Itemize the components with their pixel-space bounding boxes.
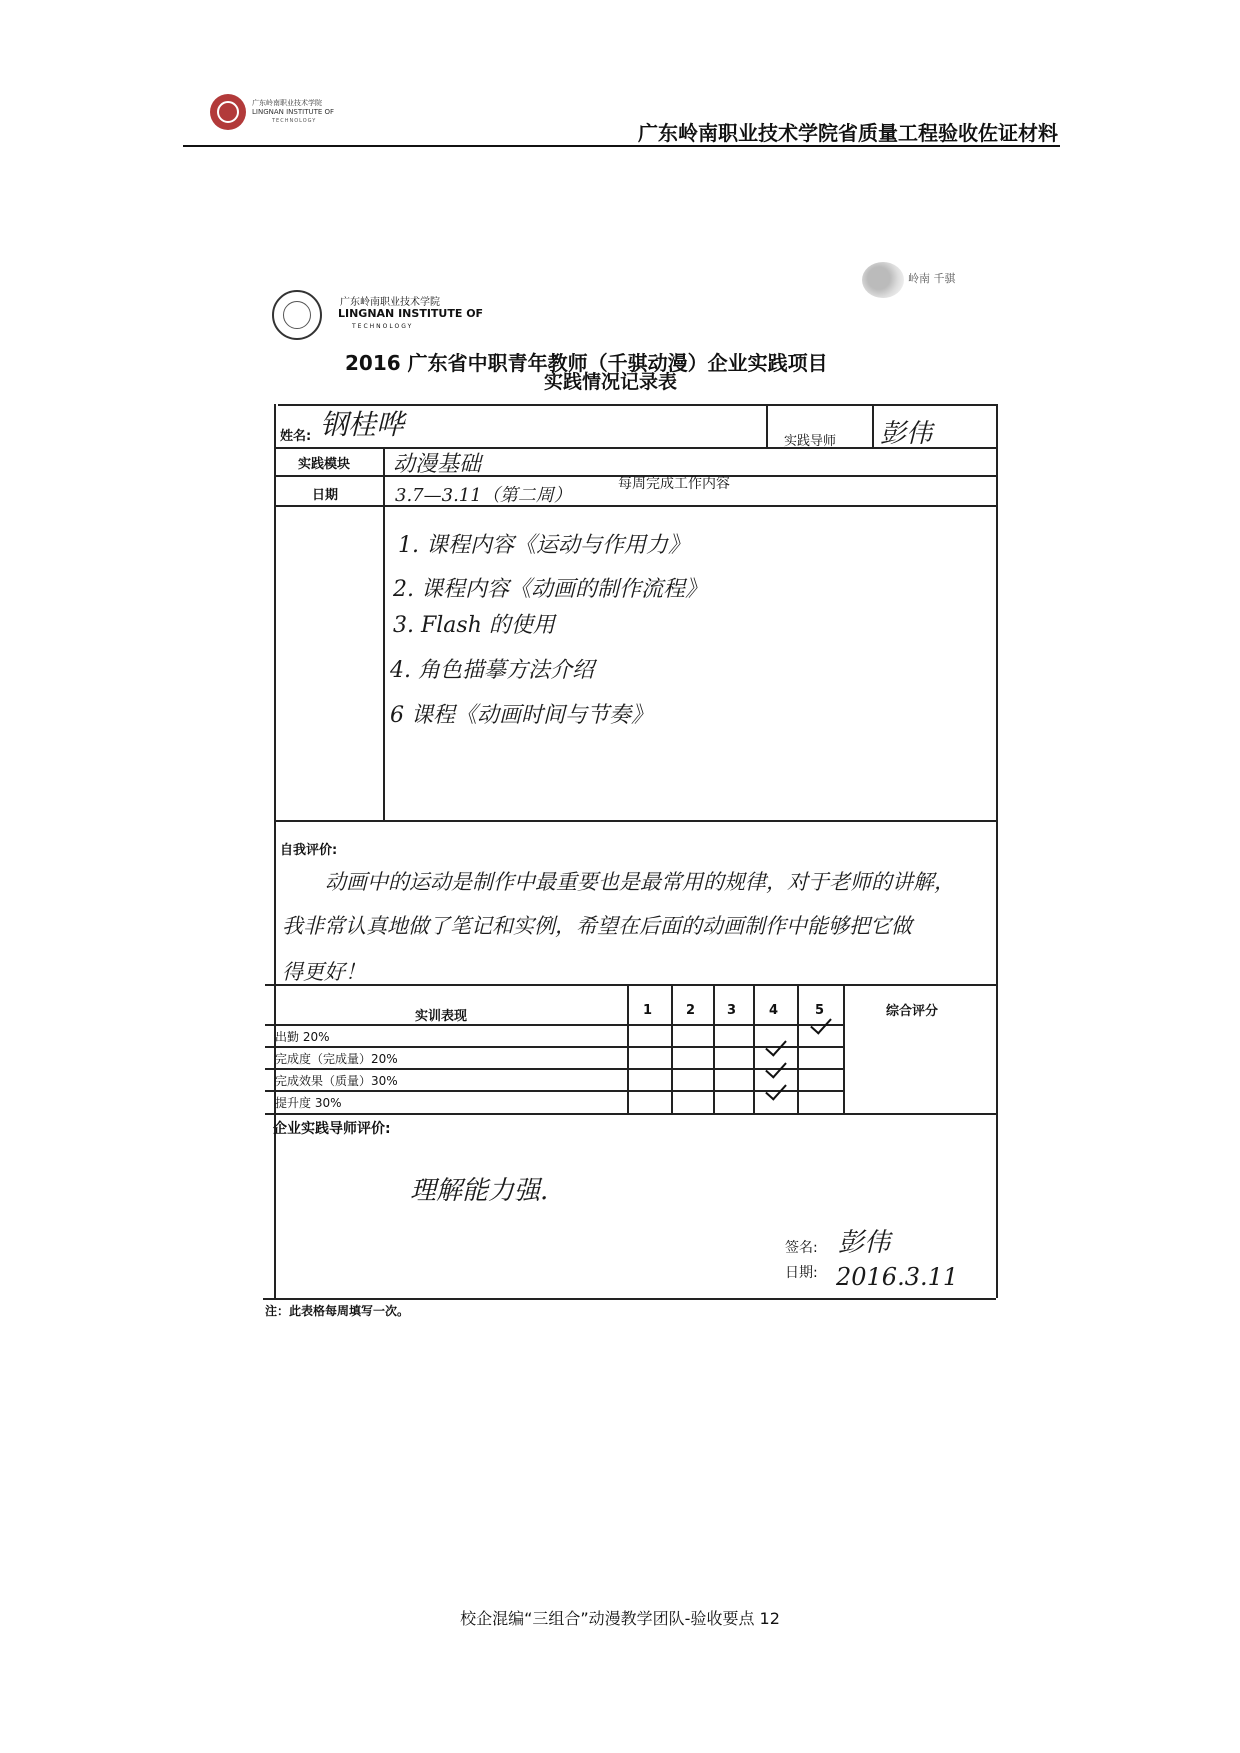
sign-date-value: 2016.3.11 [836, 1263, 959, 1291]
sheet-subtitle: 实践情况记录表 [544, 371, 678, 393]
weekly-item: 1. 课程内容《运动与作用力》 [398, 533, 690, 558]
sheet-title: 2016 广东省中职青年教师（千骐动漫）企业实践项目 [345, 351, 828, 375]
name-label: 姓名: [280, 429, 312, 444]
sheet-institute-en: LINGNAN INSTITUTE OF [338, 307, 484, 320]
sheet-institute-logo [272, 290, 322, 340]
signature-label: 签名: [785, 1240, 818, 1256]
weekly-item: 4. 角色描摹方法介绍 [390, 658, 594, 683]
date-value: 3.7—3.11（第二周） [395, 485, 572, 506]
signature-value: 彭伟 [838, 1228, 891, 1258]
mentor-eval-label: 企业实践导师评价: [273, 1121, 391, 1137]
header-rule [183, 145, 1060, 147]
sheet-note: 注：此表格每周填写一次。 [265, 1304, 410, 1318]
institute-logo [210, 94, 246, 130]
module-label: 实践模块 [298, 457, 351, 472]
header-institute-en: LINGNAN INSTITUTE OF [252, 108, 335, 116]
company-logo-icon [862, 262, 904, 298]
weekly-item: 6 课程《动画时间与节奏》 [390, 703, 653, 728]
score-header-2: 2 [686, 1003, 696, 1018]
self-eval-line: 得更好！ [282, 960, 366, 984]
criteria-attendance: 出勤 20% [275, 1030, 330, 1044]
mentor-eval-value: 理解能力强. [410, 1176, 549, 1206]
date-label: 日期 [312, 488, 339, 503]
overall-score-label: 综合评分 [886, 1004, 939, 1019]
header-institute-en2: TECHNOLOGY [272, 118, 317, 124]
weekly-item: 3. Flash 的使用 [393, 613, 555, 638]
self-eval-label: 自我评价: [280, 843, 338, 858]
header-title: 广东岭南职业技术学院省质量工程验收佐证材料 [638, 121, 1058, 145]
self-eval-line: 动画中的运动是制作中最重要也是最常用的规律，对于老师的讲解， [325, 870, 955, 894]
page-footer: 校企混编“三组合”动漫教学团队-验收要点 12 [460, 1609, 780, 1628]
sign-date-label: 日期: [785, 1265, 818, 1281]
score-header-4: 4 [769, 1003, 779, 1018]
score-header-5: 5 [815, 1003, 825, 1018]
weekly-content-label: 每周完成工作内容 [618, 476, 730, 492]
criteria-completion: 完成度（完成量）20% [275, 1052, 398, 1066]
performance-label: 实训表现 [415, 1009, 468, 1024]
score-header-3: 3 [727, 1003, 737, 1018]
header-institute-cn: 广东岭南职业技术学院 [252, 99, 322, 107]
name-value: 钢桂哗 [320, 408, 405, 441]
score-header-1: 1 [643, 1003, 653, 1018]
sheet-institute-cn: 广东岭南职业技术学院 [340, 297, 440, 308]
mentor-label: 实践导师 [784, 434, 837, 449]
weekly-item: 2. 课程内容《动画的制作流程》 [393, 577, 707, 602]
self-eval-line: 我非常认真地做了笔记和实例，希望在后面的动画制作中能够把它做 [282, 914, 912, 938]
sheet-institute-en2: TECHNOLOGY [352, 323, 414, 330]
module-value: 动漫基础 [393, 452, 482, 477]
criteria-quality: 完成效果（质量）30% [275, 1074, 398, 1088]
criteria-improvement: 提升度 30% [275, 1096, 342, 1110]
company-logo-text: 岭南 千骐 [908, 272, 956, 285]
mentor-value: 彭伟 [880, 419, 933, 449]
